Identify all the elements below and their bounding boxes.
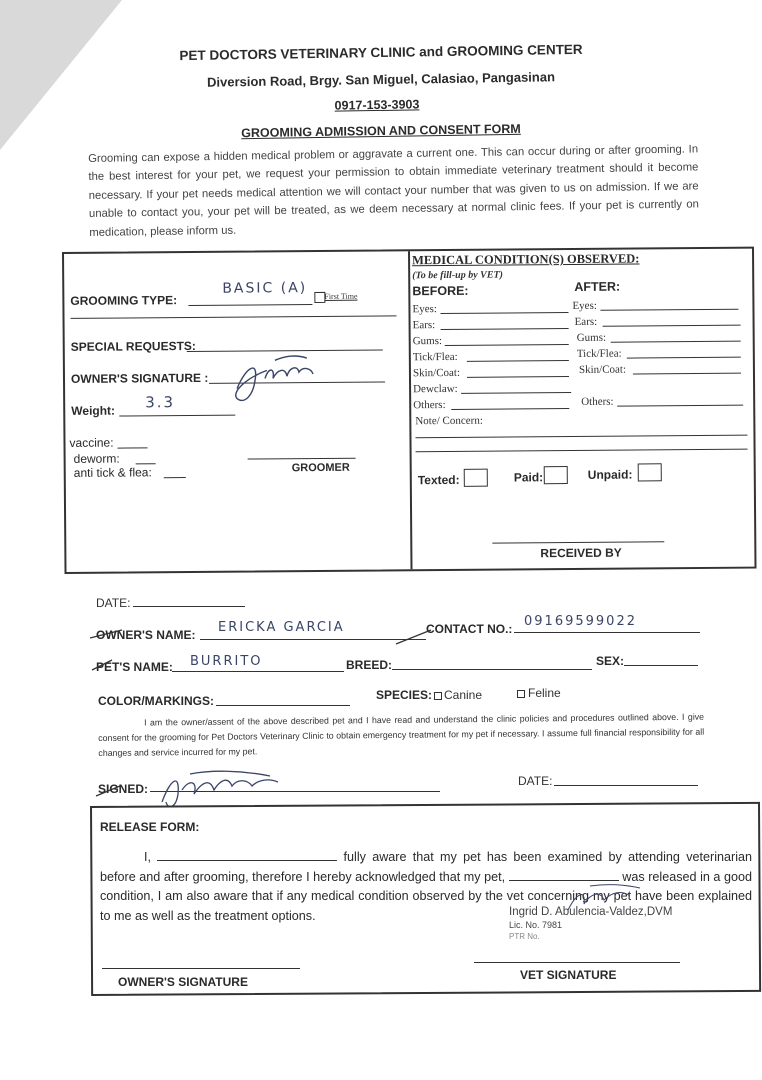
anti-tick-line[interactable] (164, 477, 186, 478)
vet-signature-label: VET SIGNATURE (520, 968, 617, 982)
after-tick-line[interactable] (627, 357, 741, 359)
canine-label: Canine (444, 688, 483, 702)
note-line-2[interactable] (416, 449, 748, 453)
sex-label: SEX: (596, 654, 625, 668)
owner-signature-scribble (215, 348, 335, 411)
date-label: DATE: (96, 596, 131, 610)
before-eyes-line[interactable] (440, 312, 568, 314)
grooming-extra-line (71, 315, 397, 319)
before-tick-line[interactable] (467, 360, 569, 362)
weight-line (119, 415, 235, 417)
after-ears-label: Ears: (574, 315, 598, 328)
after-skin-line[interactable] (633, 373, 741, 375)
clinic-address: Diversion Road, Brgy. San Miguel, Calasiao, Pangasinan (206, 69, 556, 90)
after-label: AFTER: (574, 279, 621, 294)
before-gums-label: Gums: (412, 335, 443, 348)
release-owner-blank[interactable] (157, 860, 337, 861)
contact-value[interactable]: 09169599022 (524, 614, 637, 629)
owner-name-value[interactable]: ERICKA GARCIA (218, 620, 345, 635)
contact-label: CONTACT NO.: (426, 622, 513, 636)
note-line-1[interactable] (415, 435, 747, 439)
before-skin-label: Skin/Coat: (412, 366, 461, 380)
after-eyes-label: Eyes: (572, 299, 597, 312)
before-others-label: Others: (413, 398, 446, 412)
before-tick-label: Tick/Flea: (412, 350, 458, 364)
signed-date-line[interactable] (554, 785, 698, 786)
note-concern-label: Note/ Concern: (415, 414, 483, 428)
contact-line[interactable] (514, 632, 700, 633)
owner-name-label: OWNER'S NAME: (96, 628, 196, 642)
first-time-label: First Time (324, 291, 358, 301)
pet-name-line[interactable] (172, 671, 344, 672)
vaccine-label: vaccine: (69, 435, 114, 450)
sex-line[interactable] (624, 665, 698, 666)
feline-label: Feline (528, 686, 561, 700)
pet-name-strike (88, 654, 128, 674)
before-gums-line[interactable] (445, 344, 569, 346)
grooming-type-label: GROOMING TYPE: (70, 293, 178, 308)
admission-box (62, 247, 757, 574)
signed-date-label: DATE: (518, 774, 553, 788)
paid-label: Paid: (513, 470, 544, 485)
after-gums-label: Gums: (576, 331, 607, 344)
intro-text: Grooming can expose a hidden medical problem or aggravate a current one. This can occur during or after grooming. In the best interest for your pet, we request your permission to obtain immediate veterinary treatment should it become necessary. If your pet needs medical attention we will contact your number that was given to us on admission. If we are unable to contact you, your pet will be treated, as we deem necessary at normal clinic fees. If your pet is currently on medication, please inform us. (88, 143, 700, 239)
before-dewclaw-line[interactable] (461, 392, 571, 394)
after-ears-line[interactable] (603, 325, 741, 327)
before-ears-line[interactable] (441, 328, 569, 330)
form-title: GROOMING ADMISSION AND CONSENT FORM (241, 121, 521, 141)
grooming-type-value[interactable]: BASIC (A) (222, 280, 308, 297)
before-others-line[interactable] (451, 408, 569, 410)
vet-ptr-no: PTR No. (509, 932, 540, 941)
before-eyes-label: Eyes: (412, 303, 437, 316)
clinic-phone: 0917-153-3903 (334, 97, 420, 113)
release-text-3: was released in a good condition, I am also aware that if any medical condition observed by the vet concerning my pet have been explained to me as well as the treatment options. (100, 869, 753, 923)
grooming-type-line (188, 304, 312, 306)
medical-subtitle: (To be fill-up by VET) (412, 269, 503, 282)
after-others-line[interactable] (617, 405, 743, 407)
vet-signature-line[interactable] (474, 962, 680, 963)
vet-lic-no: Lic. No. 7981 (509, 920, 563, 930)
after-others-label: Others: (581, 395, 614, 408)
vet-name: Ingrid D. Abulencia-Valdez,DVM (509, 906, 673, 918)
release-text-1: I, (144, 850, 151, 864)
owner-name-strike (86, 618, 446, 648)
feline-checkbox[interactable] (517, 690, 525, 698)
release-owner-signature-line[interactable] (102, 968, 300, 969)
groomer-line[interactable] (248, 458, 356, 460)
after-gums-line[interactable] (611, 341, 741, 343)
signed-label: SIGNED: (98, 782, 149, 796)
unpaid-checkbox[interactable] (638, 463, 662, 481)
unpaid-label: Unpaid: (587, 467, 633, 482)
consent-text: I am the owner/assent of the above described pet and I have read and understand the clinic policies and procedures outlined above. I give consent for the grooming for Pet Doctors Veterinary Clinic to obtain emergency treatment for my pet if necessary. I assume full financial responsibility for all changes and service incurred for my pet. (98, 711, 705, 758)
release-text-2: fully aware that my pet has been examined by attending veterinarian before and after grooming, therefore I hereby acknowledged that my pet, (100, 850, 752, 884)
before-skin-line[interactable] (467, 376, 569, 378)
breed-line[interactable] (392, 669, 592, 670)
paid-checkbox[interactable] (544, 466, 568, 484)
vaccine-line[interactable] (118, 447, 148, 448)
deworm-label: deworm: (73, 451, 120, 466)
received-by-label: RECEIVED BY (540, 545, 622, 561)
breed-label: BREED: (346, 658, 393, 672)
anti-tick-label: anti tick & flea: (73, 465, 152, 480)
release-owner-signature-label: OWNER'S SIGNATURE (118, 975, 248, 989)
color-markings-line[interactable] (216, 705, 350, 706)
texted-checkbox[interactable] (464, 469, 488, 487)
after-tick-label: Tick/Flea: (576, 347, 622, 360)
weight-label: Weight: (71, 403, 116, 418)
before-dewclaw-label: Dewclaw: (413, 382, 458, 396)
color-markings-label: COLOR/MARKINGS: (98, 694, 214, 708)
medical-title: MEDICAL CONDITION(S) OBSERVED: (412, 251, 640, 268)
groomer-label: GROOMER (291, 461, 350, 475)
clinic-name: PET DOCTORS VETERINARY CLINIC and GROOMING CENTER (179, 41, 583, 64)
after-skin-label: Skin/Coat: (578, 363, 627, 376)
before-label: BEFORE: (412, 283, 469, 299)
pet-name-value[interactable]: BURRITO (190, 654, 263, 669)
owner-signature-label: OWNER'S SIGNATURE : (70, 370, 209, 386)
signed-strike (92, 780, 132, 800)
weight-value[interactable]: 3.3 (145, 393, 176, 412)
canine-checkbox[interactable] (434, 692, 442, 700)
panel-divider (408, 251, 412, 569)
before-ears-label: Ears: (412, 319, 436, 332)
deworm-line[interactable] (136, 463, 156, 464)
texted-label: Texted: (417, 472, 460, 488)
special-requests-label: SPECIAL REQUESTS: (70, 338, 196, 354)
after-eyes-line[interactable] (600, 309, 738, 311)
received-by-line[interactable] (492, 541, 664, 543)
species-label: SPECIES: (376, 688, 433, 702)
vet-signature-scribble (560, 880, 650, 920)
release-title: RELEASE FORM: (100, 820, 200, 834)
pet-name-label: PET'S NAME: (96, 660, 173, 674)
date-line[interactable] (133, 606, 245, 607)
